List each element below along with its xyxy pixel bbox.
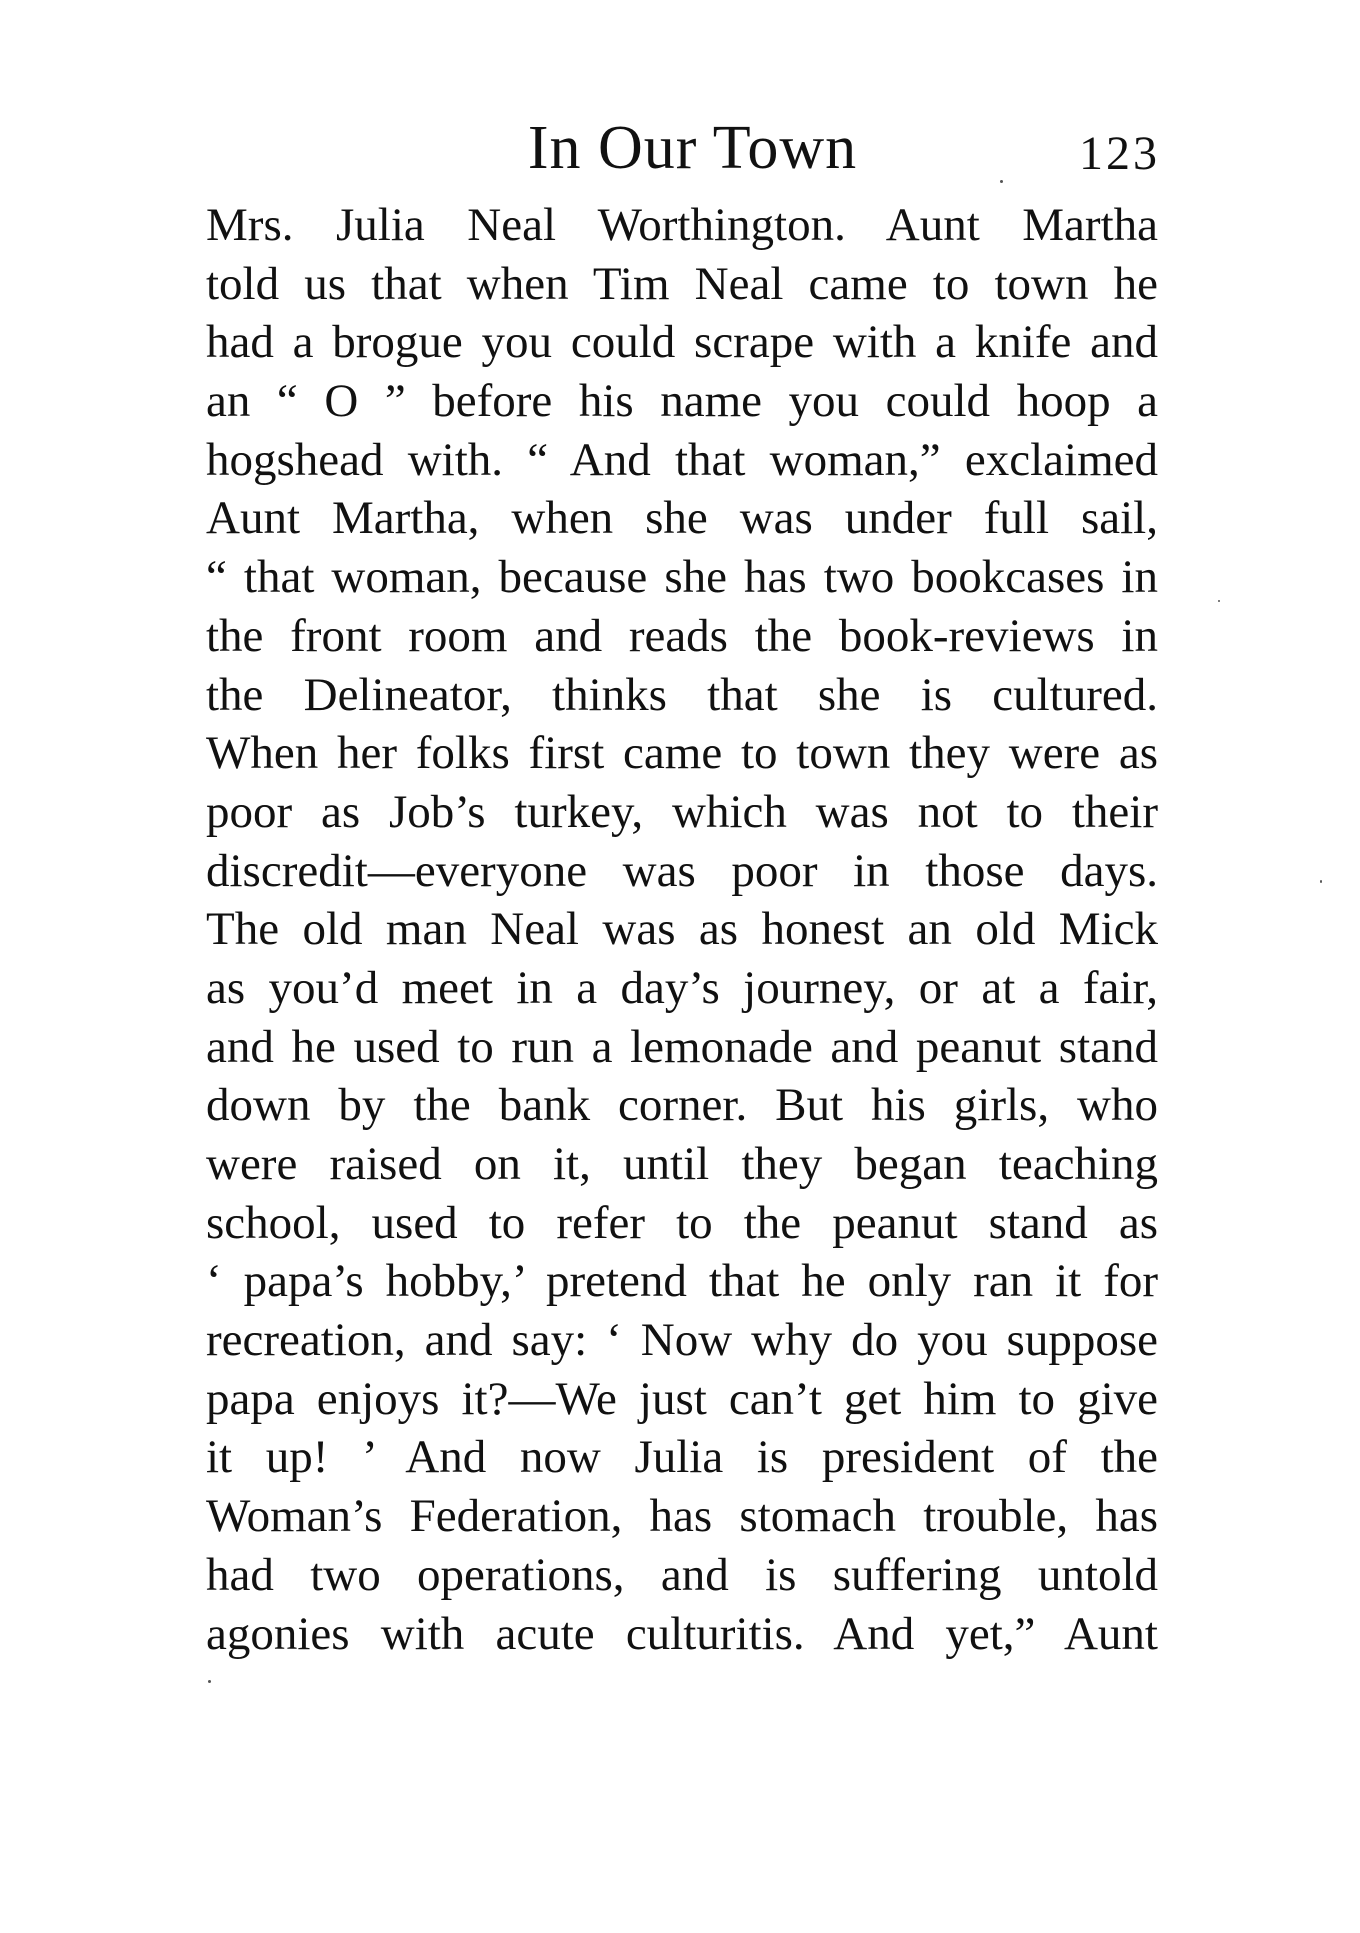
text-line: papa enjoys it?—We just can’t get him to give: [206, 1372, 1158, 1425]
text-line: “ that woman, because she has two bookcases in: [206, 551, 1158, 604]
page-number: 123: [1079, 127, 1160, 180]
text-line: Mrs. Julia Neal Worthington. Aunt Martha: [206, 199, 1158, 251]
text-line: Woman’s Federation, has stomach trouble, has: [206, 1490, 1158, 1543]
text-line: an “ O ” before his name you could hoop a: [206, 375, 1158, 428]
text-line: as you’d meet in a day’s journey, or at a fair,: [206, 961, 1158, 1014]
text-line: The old man Neal was as honest an old Mick: [206, 903, 1158, 956]
text-line: discredit—everyone was poor in those days.: [206, 844, 1158, 897]
scan-speck: [1000, 180, 1003, 183]
text-line: ‘ papa’s hobby,’ pretend that he only ran it for: [206, 1255, 1158, 1308]
scan-speck: [1218, 600, 1220, 602]
running-title: In Our Town: [527, 114, 858, 182]
text-line: hogshead with. “ And that woman,” exclaimed: [206, 433, 1158, 486]
text-line: down by the bank corner. But his girls, who: [206, 1079, 1158, 1132]
text-line: it up! ’ And now Julia is president of the: [206, 1431, 1158, 1484]
text-line: When her folks first came to town they were as: [206, 727, 1158, 780]
text-line: and he used to run a lemonade and peanut stand: [206, 1020, 1158, 1073]
text-line: agonies with acute culturitis. And yet,” Aunt: [206, 1607, 1158, 1660]
scan-speck: [208, 1680, 211, 1683]
page-header: [205, 108, 1160, 188]
text-line: the Delineator, thinks that she is cultured.: [206, 668, 1158, 721]
text-line: the front room and reads the book-reviews in: [206, 609, 1158, 662]
text-line: were raised on it, until they began teaching: [206, 1138, 1158, 1190]
text-line: told us that when Tim Neal came to town he: [206, 257, 1158, 310]
scan-speck: [1320, 880, 1322, 883]
body-text: [206, 196, 1158, 1663]
text-line: Aunt Martha, when she was under full sail,: [206, 492, 1158, 545]
text-line: had two operations, and is suffering untold: [206, 1548, 1158, 1601]
text-line: school, used to refer to the peanut stand as: [206, 1196, 1158, 1249]
text-line: recreation, and say: ‘ Now why do you suppose: [206, 1314, 1158, 1367]
text-line: had a brogue you could scrape with a knife and: [206, 316, 1158, 369]
text-line: poor as Job’s turkey, which was not to their: [206, 785, 1158, 838]
